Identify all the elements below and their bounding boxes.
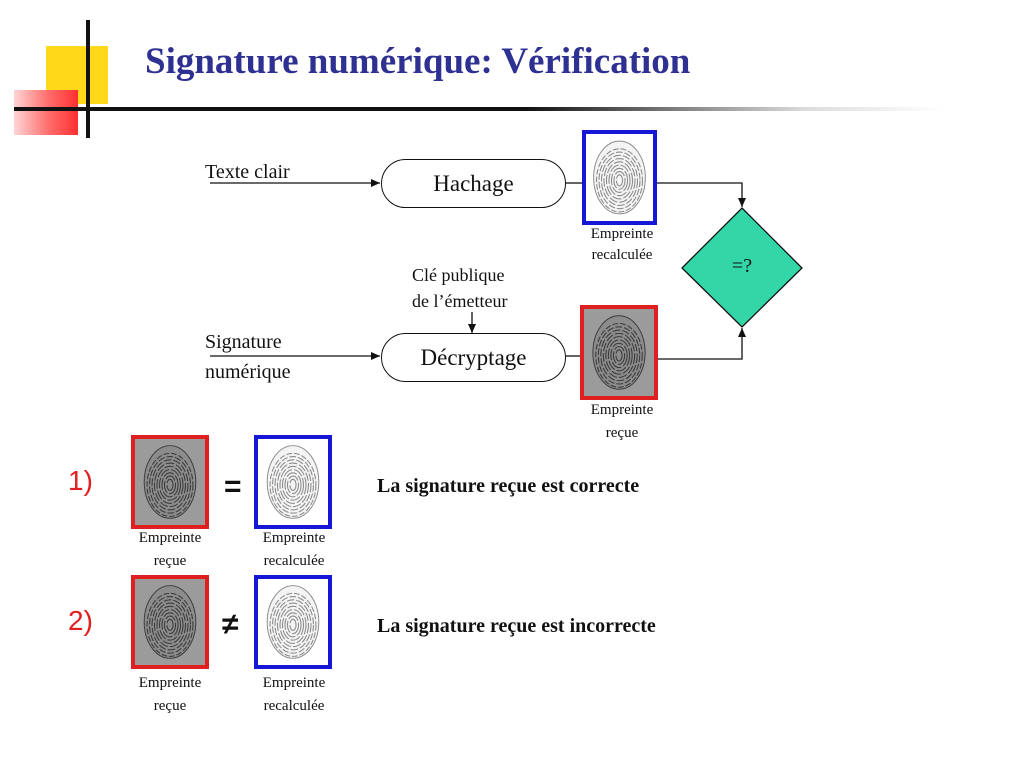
signature-label-line1: Signature bbox=[205, 331, 282, 353]
case-1-operator: = bbox=[224, 470, 242, 503]
case-2-result: La signature reçue est incorrecte bbox=[377, 615, 656, 637]
plaintext-label: Texte clair bbox=[205, 161, 290, 183]
recomputed-caption-line2: recalculée bbox=[591, 247, 653, 263]
received-caption-line2: reçue bbox=[605, 425, 639, 441]
case-2-operator: ≠ bbox=[222, 608, 239, 641]
case-1-number: 1) bbox=[68, 465, 93, 496]
case-1-recomputed-fingerprint bbox=[254, 435, 332, 529]
received-caption-line1: Empreinte bbox=[590, 402, 654, 418]
public-key-label-line1: Clé publique bbox=[412, 265, 505, 285]
case-1-received-caption-line2: reçue bbox=[153, 553, 187, 569]
case-1-result: La signature reçue est correcte bbox=[377, 475, 640, 497]
fingerprint-icon bbox=[135, 579, 205, 665]
hash-process: Hachage bbox=[381, 159, 566, 208]
recomputed-fingerprint-image bbox=[582, 130, 657, 225]
case-1-recomputed-caption-line2: recalculée bbox=[263, 553, 325, 569]
case-1-received-caption-line1: Empreinte bbox=[138, 530, 202, 546]
arrow-recomputed-to-compare bbox=[656, 183, 742, 207]
slide-title: Signature numérique: Vérification bbox=[145, 41, 691, 82]
compare-label: =? bbox=[731, 255, 753, 277]
decrypt-process: Décryptage bbox=[381, 333, 566, 382]
case-2-received-caption-line2: reçue bbox=[153, 698, 187, 714]
case-2-number: 2) bbox=[68, 605, 93, 636]
case-2-recomputed-fingerprint bbox=[254, 575, 332, 669]
fingerprint-icon bbox=[586, 134, 653, 221]
case-1-recomputed-caption-line1: Empreinte bbox=[262, 530, 326, 546]
public-key-label-line2: de l’émetteur bbox=[412, 291, 508, 311]
recomputed-caption-line1: Empreinte bbox=[590, 226, 654, 242]
case-2-recomputed-caption-line1: Empreinte bbox=[262, 675, 326, 691]
fingerprint-icon bbox=[584, 309, 654, 396]
case-2-received-caption-line1: Empreinte bbox=[138, 675, 202, 691]
case-1-received-fingerprint bbox=[131, 435, 209, 529]
signature-label-line2: numérique bbox=[205, 361, 291, 383]
fingerprint-icon bbox=[258, 439, 328, 525]
received-fingerprint-image bbox=[580, 305, 658, 400]
case-2-received-fingerprint bbox=[131, 575, 209, 669]
fingerprint-icon bbox=[135, 439, 205, 525]
arrow-received-to-compare bbox=[656, 328, 742, 359]
fingerprint-icon bbox=[258, 579, 328, 665]
case-2-recomputed-caption-line2: recalculée bbox=[263, 698, 325, 714]
